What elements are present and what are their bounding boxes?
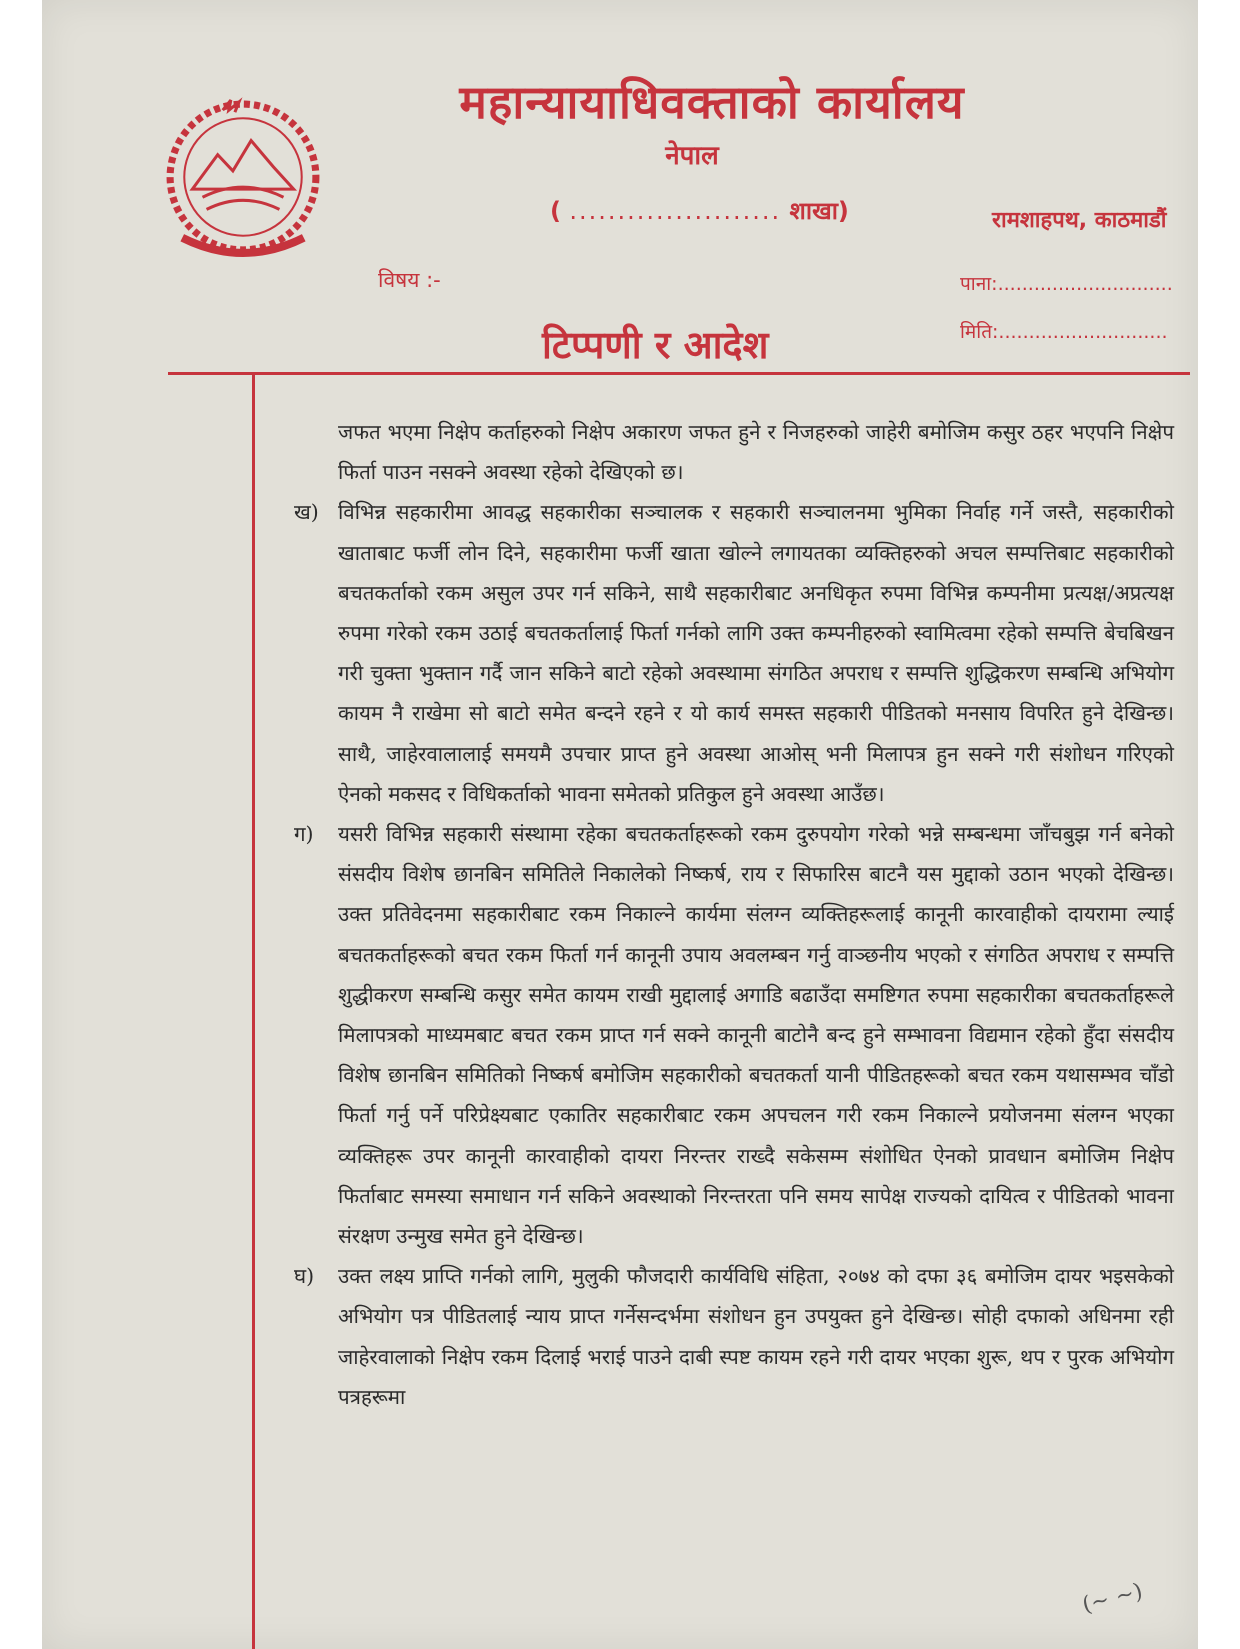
date-field: मिति:............................: [960, 321, 1168, 343]
paragraph-text: उक्त लक्ष्य प्राप्ति गर्नको लागि, मुलुकी फौजदारी कार्यविधि संहिता, २०७४ को दफा ३६ बमोजिम दायर भइसकेको अभियोग पत्र पीडितलाई न्याय प्राप्त गर्नेसन्दर्भमा संशोधन हुन उपयुक्त हुने देखिन्छ। सोही दफाको अधिनमा रही जाहेरवालाको निक्षेप रकम दिलाई भराई पाउने दाबी स्पष्ट कायम रहने गरी दायर भएका शुरू, थप र पुरक अभियोग पत्रहरूमा: [338, 1264, 1174, 1409]
office-title: महान्यायाधिवक्ताको कार्यालय: [459, 75, 965, 129]
subject-label: विषय :-: [378, 268, 441, 292]
paragraph-gha: [294, 1256, 1174, 1417]
paragraph-marker: ख): [294, 500, 319, 525]
page-number-field: पाना:.............................: [960, 273, 1173, 295]
continuation-paragraph: जफत भएमा निक्षेप कर्ताहरुको निक्षेप अकारण जफत हुने र निजहरुको जाहेरी बमोजिम कसुर ठहर भएपनि निक्षेप फिर्ता पाउन नसक्ने अवस्था रहेको देखिएको छ।: [338, 420, 1174, 485]
header-divider: [168, 372, 1190, 375]
document-title: टिप्पणी र आदेश: [542, 323, 769, 367]
document-page: [42, 0, 1198, 1649]
office-address: रामशाहपथ, काठमाडौं: [992, 208, 1167, 233]
initials-signature: (~ ~): [1079, 1578, 1146, 1619]
branch-blank: ......................: [569, 197, 782, 225]
paragraph-text: विभिन्न सहकारीमा आवद्ध सहकारीका सञ्चालक र सहकारी सञ्चालनमा भुमिका निर्वाह गर्ने जस्तै, सहकारीको खाताबाट फर्जी लोन दिने, सहकारीमा फर्जी खाता खोल्ने लगायतका व्यक्तिहरुको अचल सम्पत्तिबाट सहकारीको बचतकर्ताको रकम असुल उपर गर्न सकिने, साथै सहकारीबाट अनधिकृत रुपमा विभिन्न कम्पनीमा प्रत्यक्ष/अप्रत्यक्ष रुपमा गरेको रकम उठाई बचतकर्तालाई फिर्ता गर्नको लागि उक्त कम्पनीहरुको स्वामित्वमा रहेको सम्पत्ति बेचबिखन गरी चुक्ता भुक्तान गर्दै जान सकिने बाटो रहेको अवस्थामा संगठित अपराध र सम्पत्ति शुद्धिकरण सम्बन्धि अभियोग कायम नै राखेमा सो बाटो समेत बन्दने रहने र यो कार्य समस्त सहकारी पीडितको मनसाय विपरित हुने देखिन्छ। साथै, जाहेरवालालाई समयमै उपचार प्राप्त हुने अवस्था आओस् भनी मिलापत्र हुन सक्ने गरी संशोधन गरिएको ऐनको मकसद र विधिकर्ताको भावना समेतको प्रतिकुल हुने अवस्था आउँछ।: [338, 500, 1174, 806]
paragraph-marker: ग): [294, 822, 314, 847]
paragraph-kha: [294, 492, 1174, 814]
country-name: नेपाल: [665, 141, 719, 171]
paragraph-ga: [294, 814, 1174, 1256]
paragraph-marker: घ): [294, 1264, 315, 1289]
margin-line: [252, 374, 255, 1649]
note-body: [294, 412, 1174, 1417]
paragraph-text: यसरी विभिन्न सहकारी संस्थामा रहेका बचतकर्ताहरूको रकम दुरुपयोग गरेको भन्ने सम्बन्धमा जाँचबुझ गर्न बनेको संसदीय विशेष छानबिन समितिले निकालेको निष्कर्ष, राय र सिफारिस बाटनै यस मुद्दाको उठान भएको देखिन्छ। उक्त प्रतिवेदनमा सहकारीबाट रकम निकाल्ने कार्यमा संलग्न व्यक्तिहरूलाई कानूनी कारवाहीको दायरामा ल्याई बचतकर्ताहरूको बचत रकम फिर्ता गर्न कानूनी उपाय अवलम्बन गर्नु वाञ्छनीय भएको र संगठित अपराध र सम्पत्ति शुद्धीकरण सम्बन्धि कसुर समेत कायम राखी मुद्दालाई अगाडि बढाउँदा समष्टिगत रुपमा सहकारीका बचतकर्ताहरूले मिलापत्रको माध्यमबाट बचत रकम प्राप्त गर्न सक्ने कानूनी बाटोनै बन्द हुने सम्भावना विद्यमान रहेको हुँदा संसदीय विशेष छानबिन समितिको निष्कर्ष बमोजिम सहकारीको बचतकर्ता यानी पीडितहरूको बचत रकम यथासम्भव चाँडो फिर्ता गर्नु पर्ने परिप्रेक्ष्यबाट एकातिर सहकारीबाट रकम अपचलन गरी रकम निकाल्ने प्रयोजनमा संलग्न भएका व्यक्तिहरू उपर कानूनी कारवाहीको दायरा निरन्तर राख्दै सकेसम्म संशोधित ऐनको प्रावधान बमोजिम निक्षेप फिर्ताबाट समस्या समाधान गर्न सकिने अवस्थाको निरन्तरता पनि समय सापेक्ष राज्यको दायित्व र पीडितको भावना संरक्षण उन्मुख समेत हुने देखिन्छ।: [338, 822, 1174, 1249]
branch-line: ( ...................... शाखा): [550, 197, 849, 225]
